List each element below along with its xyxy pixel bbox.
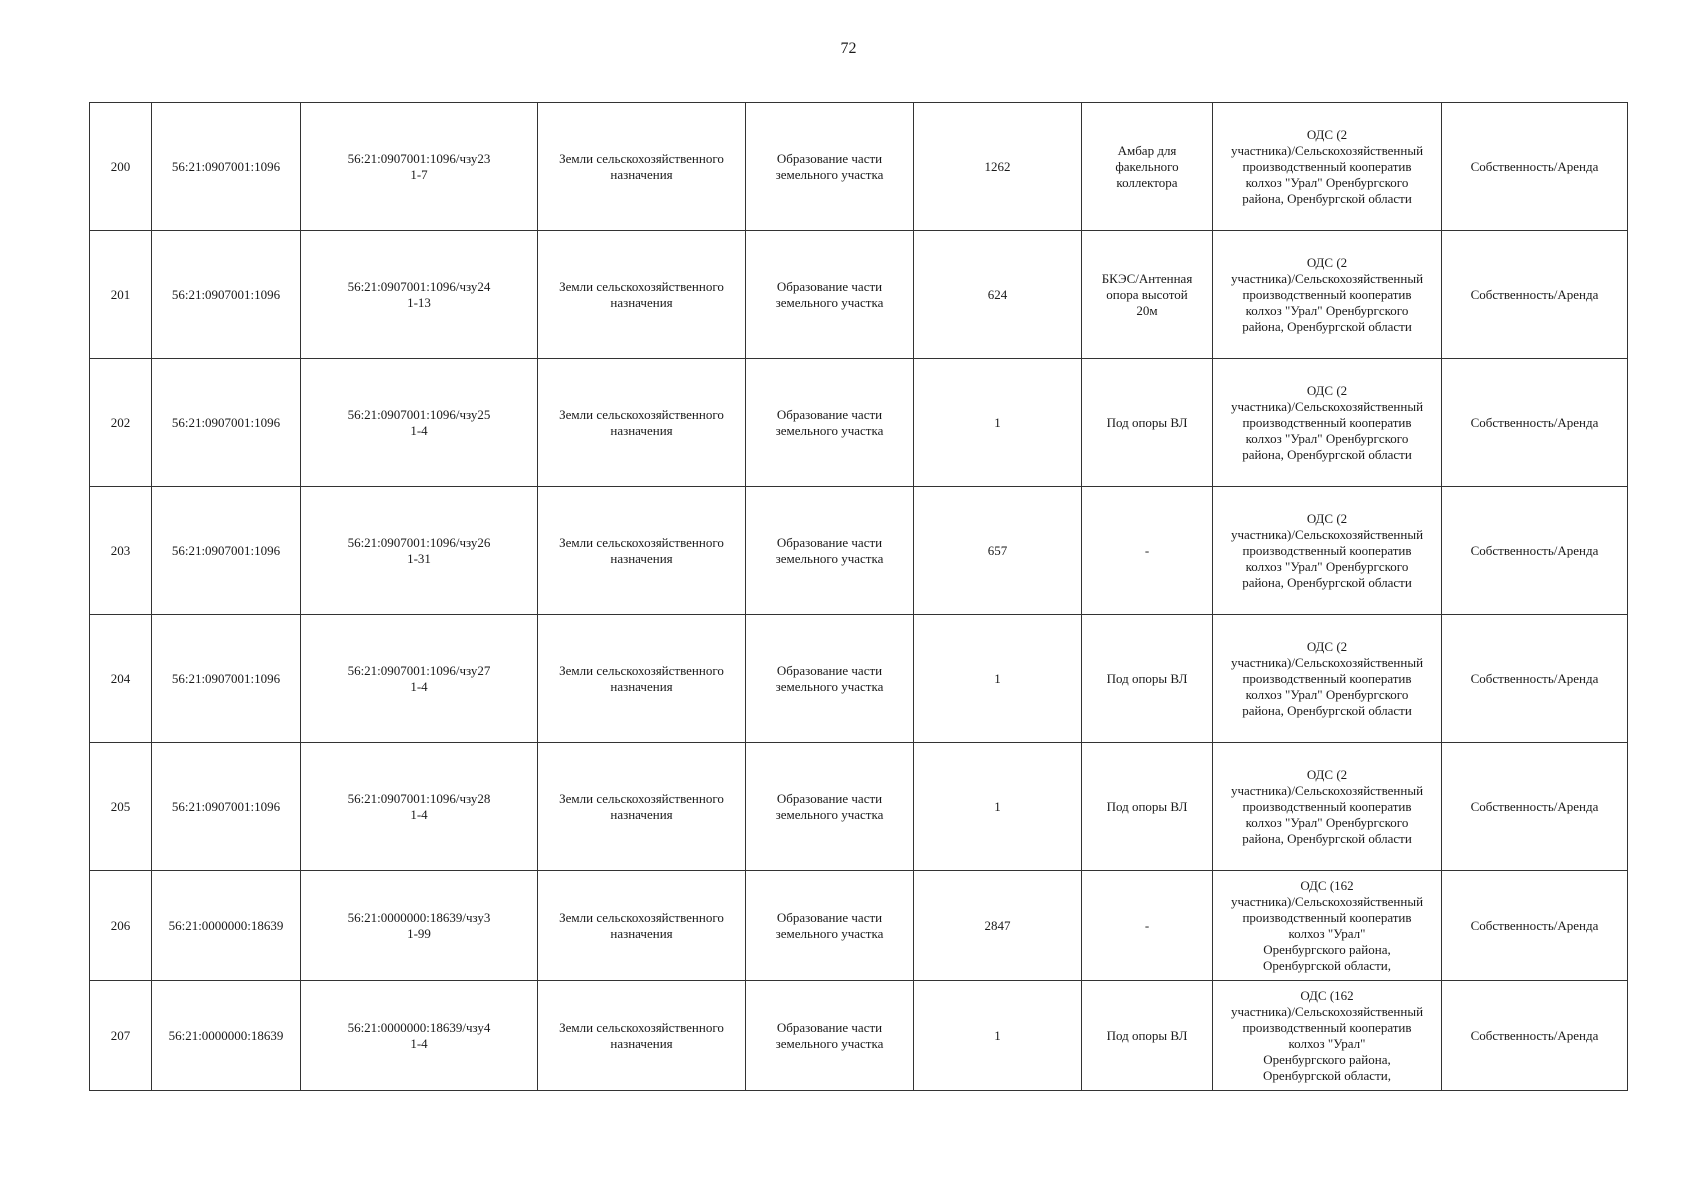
plot-part-number-line: 1-4: [410, 806, 428, 822]
plot-part-number-cell: [301, 871, 538, 981]
area-cell: 657: [914, 487, 1082, 615]
object-line: -: [1144, 542, 1150, 558]
land-category-line: Земли сельскохозяйственного: [559, 534, 724, 550]
owner-line: Оренбургской области,: [1263, 957, 1391, 973]
land-category-line: назначения: [610, 166, 673, 182]
row-number-cell: 200: [90, 103, 152, 231]
purpose-cell: [746, 103, 914, 231]
right-type-cell: Собственность/Аренда: [1442, 103, 1628, 231]
land-category-line: назначения: [610, 678, 673, 694]
owner-line: района, Оренбургской области: [1242, 702, 1412, 718]
object-line: 20м: [1136, 302, 1158, 318]
area-cell: 1: [914, 359, 1082, 487]
area-cell: 624: [914, 231, 1082, 359]
owner-line: участника)/Сельскохозяйственный: [1230, 654, 1424, 670]
purpose-line: земельного участка: [775, 806, 884, 822]
owner-line: Оренбургского района,: [1263, 1051, 1391, 1067]
right-type-cell: Собственность/Аренда: [1442, 487, 1628, 615]
cadastral-number-cell: 56:21:0907001:1096: [152, 103, 301, 231]
land-category-cell: [538, 103, 746, 231]
owner-line: производственный кооператив: [1242, 158, 1412, 174]
owner-line: ОДС (2: [1306, 638, 1348, 654]
plot-part-number-cell: [301, 981, 538, 1091]
owner-line: производственный кооператив: [1242, 414, 1412, 430]
cadastral-number-cell: 56:21:0907001:1096: [152, 615, 301, 743]
plot-part-number-cell: [301, 743, 538, 871]
plot-part-number-cell: [301, 231, 538, 359]
purpose-line: Образование части: [776, 150, 883, 166]
owner-line: района, Оренбургской области: [1242, 446, 1412, 462]
owner-line: производственный кооператив: [1242, 670, 1412, 686]
land-category-line: назначения: [610, 550, 673, 566]
right-type-cell: Собственность/Аренда: [1442, 615, 1628, 743]
object-line: Амбар для: [1117, 142, 1177, 158]
area-cell: 1: [914, 743, 1082, 871]
land-plots-table: [89, 102, 1628, 1091]
right-type-cell: Собственность/Аренда: [1442, 359, 1628, 487]
purpose-line: земельного участка: [775, 1035, 884, 1051]
plot-part-number-line: 56:21:0000000:18639/чзу4: [347, 1019, 491, 1035]
owner-cell: [1213, 487, 1442, 615]
plot-part-number-line: 1-99: [407, 925, 431, 941]
table-row: [90, 615, 1628, 743]
purpose-line: земельного участка: [775, 166, 884, 182]
owner-line: района, Оренбургской области: [1242, 574, 1412, 590]
owner-line: Оренбургского района,: [1263, 941, 1391, 957]
page-number: 72: [840, 40, 857, 57]
land-category-line: Земли сельскохозяйственного: [559, 909, 724, 925]
plot-part-number-cell: [301, 359, 538, 487]
cadastral-number-cell: 56:21:0000000:18639: [152, 871, 301, 981]
land-category-cell: [538, 487, 746, 615]
right-type-cell: Собственность/Аренда: [1442, 743, 1628, 871]
owner-line: ОДС (2: [1306, 254, 1348, 270]
purpose-line: Образование части: [776, 662, 883, 678]
owner-cell: [1213, 231, 1442, 359]
right-type-cell: Собственность/Аренда: [1442, 871, 1628, 981]
object-line: факельного: [1115, 158, 1179, 174]
right-type-cell: Собственность/Аренда: [1442, 981, 1628, 1091]
plot-part-number-cell: [301, 103, 538, 231]
land-category-line: Земли сельскохозяйственного: [559, 662, 724, 678]
owner-line: участника)/Сельскохозяйственный: [1230, 1003, 1424, 1019]
object-line: Под опоры ВЛ: [1106, 414, 1188, 430]
owner-line: района, Оренбургской области: [1242, 318, 1412, 334]
object-cell: [1082, 103, 1213, 231]
purpose-cell: [746, 743, 914, 871]
purpose-cell: [746, 615, 914, 743]
owner-line: ОДС (2: [1306, 382, 1348, 398]
land-category-cell: [538, 359, 746, 487]
plot-part-number-line: 56:21:0907001:1096/чзу24: [347, 278, 491, 294]
cadastral-number-cell: 56:21:0907001:1096: [152, 359, 301, 487]
owner-line: производственный кооператив: [1242, 1019, 1412, 1035]
object-line: опора высотой: [1106, 286, 1188, 302]
table-row: [90, 981, 1628, 1091]
cadastral-number-cell: 56:21:0907001:1096: [152, 231, 301, 359]
purpose-line: Образование части: [776, 534, 883, 550]
owner-line: участника)/Сельскохозяйственный: [1230, 893, 1424, 909]
object-line: Под опоры ВЛ: [1106, 670, 1188, 686]
row-number-cell: 203: [90, 487, 152, 615]
owner-line: производственный кооператив: [1242, 286, 1412, 302]
right-type-cell: Собственность/Аренда: [1442, 231, 1628, 359]
owner-line: участника)/Сельскохозяйственный: [1230, 398, 1424, 414]
cadastral-number-cell: 56:21:0000000:18639: [152, 981, 301, 1091]
land-category-cell: [538, 615, 746, 743]
table-row: [90, 231, 1628, 359]
owner-cell: [1213, 615, 1442, 743]
table-body: [90, 103, 1628, 1091]
plot-part-number-line: 1-4: [410, 678, 428, 694]
object-line: Под опоры ВЛ: [1106, 798, 1188, 814]
plot-part-number-line: 1-13: [407, 294, 431, 310]
land-category-line: назначения: [610, 422, 673, 438]
purpose-line: земельного участка: [775, 422, 884, 438]
object-cell: [1082, 615, 1213, 743]
row-number-cell: 204: [90, 615, 152, 743]
owner-cell: [1213, 359, 1442, 487]
owner-line: ОДС (162: [1300, 877, 1354, 893]
owner-line: ОДС (2: [1306, 126, 1348, 142]
owner-line: колхоз "Урал" Оренбургского: [1245, 430, 1409, 446]
purpose-line: Образование части: [776, 909, 883, 925]
land-category-line: Земли сельскохозяйственного: [559, 150, 724, 166]
owner-line: района, Оренбургской области: [1242, 190, 1412, 206]
object-cell: [1082, 981, 1213, 1091]
owner-line: колхоз "Урал" Оренбургского: [1245, 814, 1409, 830]
owner-line: производственный кооператив: [1242, 542, 1412, 558]
land-category-cell: [538, 231, 746, 359]
owner-line: колхоз "Урал" Оренбургского: [1245, 686, 1409, 702]
table-row: [90, 359, 1628, 487]
row-number-cell: 206: [90, 871, 152, 981]
plot-part-number-line: 56:21:0907001:1096/чзу28: [347, 790, 491, 806]
land-category-line: назначения: [610, 806, 673, 822]
table-row: [90, 743, 1628, 871]
object-line: коллектора: [1116, 174, 1178, 190]
plot-part-number-line: 1-4: [410, 422, 428, 438]
table-row: [90, 103, 1628, 231]
land-category-line: назначения: [610, 294, 673, 310]
owner-line: ОДС (2: [1306, 766, 1348, 782]
land-category-line: назначения: [610, 925, 673, 941]
plot-part-number-cell: [301, 487, 538, 615]
owner-line: колхоз "Урал" Оренбургского: [1245, 302, 1409, 318]
object-cell: [1082, 487, 1213, 615]
purpose-line: земельного участка: [775, 678, 884, 694]
owner-line: участника)/Сельскохозяйственный: [1230, 142, 1424, 158]
plot-part-number-line: 56:21:0907001:1096/чзу26: [347, 534, 491, 550]
plot-part-number-line: 56:21:0907001:1096/чзу23: [347, 150, 491, 166]
table-row: [90, 487, 1628, 615]
owner-line: производственный кооператив: [1242, 798, 1412, 814]
object-cell: [1082, 231, 1213, 359]
purpose-cell: [746, 487, 914, 615]
purpose-line: Образование части: [776, 790, 883, 806]
plot-part-number-line: 56:21:0000000:18639/чзу3: [347, 909, 491, 925]
purpose-line: земельного участка: [775, 550, 884, 566]
owner-cell: [1213, 871, 1442, 981]
owner-line: ОДС (162: [1300, 987, 1354, 1003]
land-category-line: Земли сельскохозяйственного: [559, 406, 724, 422]
purpose-line: земельного участка: [775, 294, 884, 310]
table-row: [90, 871, 1628, 981]
owner-line: участника)/Сельскохозяйственный: [1230, 526, 1424, 542]
purpose-line: Образование части: [776, 278, 883, 294]
plot-part-number-line: 1-7: [410, 166, 428, 182]
purpose-line: Образование части: [776, 406, 883, 422]
owner-line: района, Оренбургской области: [1242, 830, 1412, 846]
row-number-cell: 202: [90, 359, 152, 487]
object-line: -: [1144, 917, 1150, 933]
area-cell: 1: [914, 615, 1082, 743]
plot-part-number-line: 56:21:0907001:1096/чзу25: [347, 406, 491, 422]
object-line: БКЭС/Антенная: [1101, 270, 1193, 286]
row-number-cell: 201: [90, 231, 152, 359]
plot-part-number-line: 1-4: [410, 1035, 428, 1051]
owner-cell: [1213, 743, 1442, 871]
row-number-cell: 205: [90, 743, 152, 871]
purpose-cell: [746, 981, 914, 1091]
owner-line: участника)/Сельскохозяйственный: [1230, 782, 1424, 798]
owner-line: колхоз "Урал": [1288, 1035, 1366, 1051]
purpose-cell: [746, 359, 914, 487]
owner-line: колхоз "Урал" Оренбургского: [1245, 174, 1409, 190]
plot-part-number-cell: [301, 615, 538, 743]
land-category-cell: [538, 981, 746, 1091]
row-number-cell: 207: [90, 981, 152, 1091]
object-cell: [1082, 871, 1213, 981]
land-category-line: Земли сельскохозяйственного: [559, 1019, 724, 1035]
object-cell: [1082, 359, 1213, 487]
owner-cell: [1213, 103, 1442, 231]
area-cell: 1262: [914, 103, 1082, 231]
land-category-cell: [538, 743, 746, 871]
land-category-line: Земли сельскохозяйственного: [559, 278, 724, 294]
cadastral-number-cell: 56:21:0907001:1096: [152, 487, 301, 615]
purpose-cell: [746, 231, 914, 359]
purpose-cell: [746, 871, 914, 981]
object-cell: [1082, 743, 1213, 871]
area-cell: 2847: [914, 871, 1082, 981]
area-cell: 1: [914, 981, 1082, 1091]
land-category-cell: [538, 871, 746, 981]
owner-cell: [1213, 981, 1442, 1091]
land-category-line: назначения: [610, 1035, 673, 1051]
owner-line: Оренбургской области,: [1263, 1067, 1391, 1083]
purpose-line: Образование части: [776, 1019, 883, 1035]
plot-part-number-line: 56:21:0907001:1096/чзу27: [347, 662, 491, 678]
purpose-line: земельного участка: [775, 925, 884, 941]
owner-line: колхоз "Урал" Оренбургского: [1245, 558, 1409, 574]
cadastral-number-cell: 56:21:0907001:1096: [152, 743, 301, 871]
plot-part-number-line: 1-31: [407, 550, 431, 566]
owner-line: производственный кооператив: [1242, 909, 1412, 925]
owner-line: ОДС (2: [1306, 510, 1348, 526]
object-line: Под опоры ВЛ: [1106, 1027, 1188, 1043]
owner-line: участника)/Сельскохозяйственный: [1230, 270, 1424, 286]
land-category-line: Земли сельскохозяйственного: [559, 790, 724, 806]
owner-line: колхоз "Урал": [1288, 925, 1366, 941]
